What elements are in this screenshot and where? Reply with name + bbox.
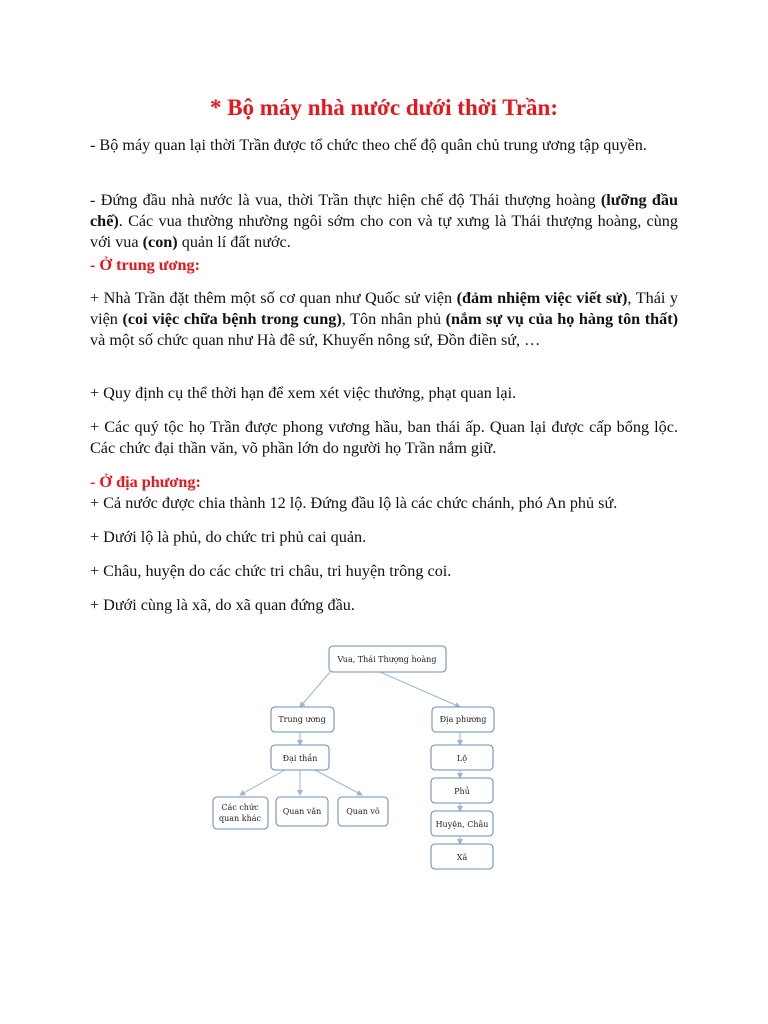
document-title: * Bộ máy nhà nước dưới thời Trần: [209,95,559,120]
paragraph-lo: + Cả nước được chia thành 12 lộ. Đứng đầu lộ là các chức chánh, phó An phủ sứ. [90,494,618,512]
text-run: . Các vua thường nhường ngôi sớm cho con và tự xưng là Thái thượng hoàng, cùng với vua [90,212,678,251]
bold-run: (coi việc chữa bệnh trong cung) [122,310,342,328]
paragraph-phu: + Dưới lộ là phủ, do chức tri phủ cai quản. [90,528,367,546]
node-quan-vo-label: Quan võ [346,807,380,816]
node-quan-vo [338,797,388,826]
text-run: , Tôn nhân phủ [341,310,446,328]
node-dai-than-label: Đại thần [282,754,318,763]
node-xa [431,844,493,869]
node-xa-label: Xã [456,853,468,862]
paragraph-nobility: + Các quý tộc họ Trần được phong vương hầu, ban thái ấp. Quan lại được cấp bổng lộc. Các chức đại thần văn, võ phần lớn do người họ Trần nắm giữ. [90,418,678,457]
heading-local: - Ở địa phương: [90,473,201,491]
org-chart-diagram [205,640,505,870]
paragraph-xa: + Dưới cùng là xã, do xã quan đứng đầu. [90,596,355,614]
bold-run: (đảm nhiệm việc viết sử) [456,289,628,307]
heading-central: - Ở trung ương: [90,256,200,274]
node-local-label: Địa phương [439,715,487,724]
node-huyen-chau [431,811,493,836]
node-huyen-chau-label: Huyện, Châu [435,820,489,829]
paragraph-chau-huyen: + Châu, huyện do các chức tri châu, tri huyện trông coi. [90,562,452,580]
node-central-label: Trung ương [278,715,326,724]
bold-run: (con) [142,233,178,251]
node-cac-chuc-label-2: quan khác [219,814,261,823]
text-run: và một số chức quan như Hà đê sứ, Khuyến nông sứ, Đồn điền sứ, … [90,331,541,349]
paragraph-king [90,190,678,253]
bold-run: (nắm sự vụ của họ hàng tôn thất) [445,310,679,328]
node-cac-chuc-label-1: Các chức [221,803,259,812]
connector-daithan-quanvo [315,770,362,795]
node-quan-van-label: Quan văn [282,807,322,816]
paragraph-intro: - Bộ máy quan lại thời Trần được tổ chức theo chế độ quân chủ trung ương tập quyền. [90,136,647,154]
text-run: + Nhà Trần đặt thêm một số cơ quan như Quốc sử viện [90,289,457,307]
node-local [432,707,494,732]
text-run: - Đứng đầu nhà nước là vua, thời Trần thực hiện chế độ Thái thượng hoàng [90,191,601,209]
text-run: , Thái y viện [90,289,678,328]
node-lo [431,745,493,770]
node-quan-van [276,797,328,826]
node-phu-label: Phủ [454,787,470,796]
node-dai-than [271,745,329,770]
node-cac-chuc [213,797,268,829]
bold-run: (lưỡng đầu chế) [90,191,678,230]
node-phu [431,778,493,803]
connector-daithan-cacchuc [240,770,285,795]
text-run: quản lí đất nước. [177,233,291,251]
node-lo-label: Lộ [456,754,468,763]
node-root [329,646,446,672]
connector-root-local [380,672,460,707]
connector-root-central [300,672,330,707]
node-central [271,707,334,732]
paragraph-central-agencies [90,288,678,351]
node-root-label: Vua, Thái Thượng hoàng [337,655,437,664]
paragraph-rewards: + Quy định cụ thể thời hạn để xem xét việc thưởng, phạt quan lại. [90,384,517,402]
